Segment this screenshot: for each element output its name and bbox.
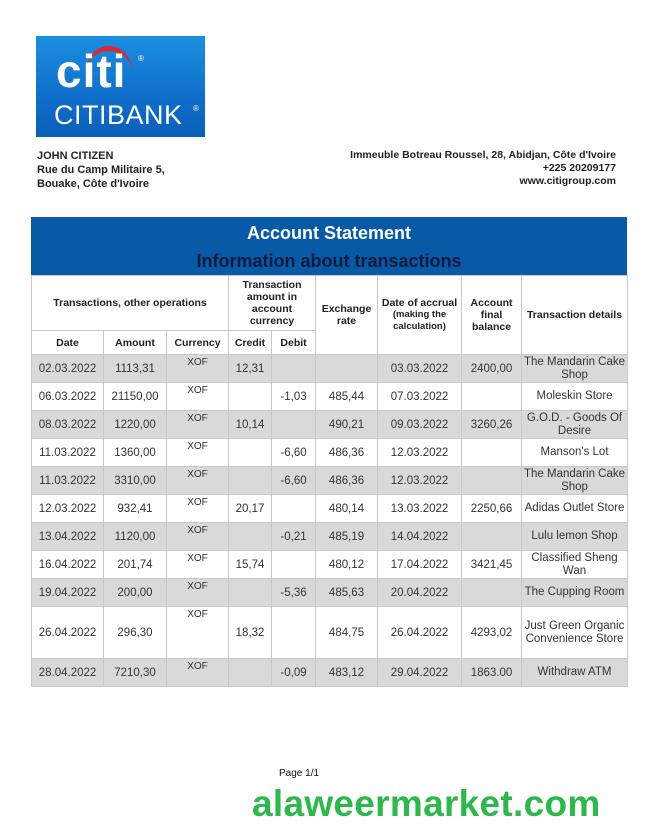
cell-accrual-date: 07.03.2022	[378, 383, 462, 411]
registered-mark: ®	[138, 54, 144, 63]
citibank-logo	[36, 36, 205, 137]
cell-date: 11.03.2022	[32, 467, 104, 495]
cell-balance: 2250,66	[462, 495, 522, 523]
cell-balance	[462, 579, 522, 607]
cell-accrual-date: 13.03.2022	[378, 495, 462, 523]
table-row	[32, 607, 628, 659]
cell-exchange-rate: 485,63	[316, 579, 378, 607]
watermark: alaweermarket.com	[252, 783, 601, 824]
table-row	[32, 495, 628, 523]
cell-credit	[229, 579, 272, 607]
header-final-balance: Account final balance	[462, 276, 522, 355]
cell-credit	[229, 383, 272, 411]
cell-balance: 3421,45	[462, 551, 522, 579]
header-amount: Amount	[104, 331, 167, 355]
cell-amount: 1113,31	[104, 355, 167, 383]
cell-amount: 932,41	[104, 495, 167, 523]
cell-credit	[229, 659, 272, 687]
page-number: Page 1/1	[279, 768, 320, 779]
header-date-of-accrual-label: Date of accrual	[381, 297, 458, 309]
table-row	[32, 411, 628, 439]
branch-address	[350, 149, 616, 188]
header-date: Date	[32, 331, 104, 355]
cell-debit: -1,03	[272, 383, 316, 411]
customer-address	[37, 149, 165, 191]
cell-date: 19.04.2022	[32, 579, 104, 607]
logo-word: citi	[56, 45, 127, 97]
cell-accrual-date: 12.03.2022	[378, 439, 462, 467]
cell-exchange-rate: 485,19	[316, 523, 378, 551]
branch-phone: +225 20209177	[542, 162, 616, 174]
table-row	[32, 383, 628, 411]
branch-website: www.citigroup.com	[519, 175, 616, 187]
cell-debit	[272, 495, 316, 523]
branch-street: Immeuble Botreau Roussel, 28, Abidjan, Côte d'Ivoire	[350, 149, 616, 161]
cell-credit: 15,74	[229, 551, 272, 579]
cell-amount: 200,00	[104, 579, 167, 607]
cell-currency: XOF	[167, 579, 229, 607]
cell-accrual-date: 12.03.2022	[378, 467, 462, 495]
cell-date: 16.04.2022	[32, 551, 104, 579]
cell-exchange-rate: 490,21	[316, 411, 378, 439]
cell-exchange-rate: 486,36	[316, 439, 378, 467]
cell-details: Moleskin Store	[522, 383, 628, 411]
cell-debit: -6,60	[272, 439, 316, 467]
registered-mark: ®	[193, 104, 199, 113]
cell-debit: -5,36	[272, 579, 316, 607]
cell-details: Lulu lemon Shop	[522, 523, 628, 551]
cell-amount: 1120,00	[104, 523, 167, 551]
cell-details: G.O.D. - Goods Of Desire	[522, 411, 628, 439]
cell-date: 02.03.2022	[32, 355, 104, 383]
cell-debit	[272, 607, 316, 659]
cell-date: 13.04.2022	[32, 523, 104, 551]
cell-currency: XOF	[167, 551, 229, 579]
cell-balance	[462, 523, 522, 551]
cell-accrual-date: 09.03.2022	[378, 411, 462, 439]
cell-currency: XOF	[167, 411, 229, 439]
cell-accrual-date: 14.04.2022	[378, 523, 462, 551]
cell-balance: 1863.00	[462, 659, 522, 687]
cell-details: The Mandarin Cake Shop	[522, 355, 628, 383]
cell-credit	[229, 439, 272, 467]
transactions-table	[31, 275, 628, 687]
cell-debit: -6,60	[272, 467, 316, 495]
header-debit: Debit	[272, 331, 316, 355]
cell-details: Withdraw ATM	[522, 659, 628, 687]
cell-credit: 12,31	[229, 355, 272, 383]
cell-currency: XOF	[167, 467, 229, 495]
cell-credit: 20,17	[229, 495, 272, 523]
cell-amount: 1360,00	[104, 439, 167, 467]
cell-debit	[272, 355, 316, 383]
table-row	[32, 439, 628, 467]
cell-details: The Cupping Room	[522, 579, 628, 607]
cell-balance	[462, 383, 522, 411]
cell-debit: -0,09	[272, 659, 316, 687]
customer-address-line1: Rue du Camp Militaire 5,	[37, 164, 165, 176]
cell-credit	[229, 467, 272, 495]
cell-amount: 21150,00	[104, 383, 167, 411]
cell-exchange-rate: 480,12	[316, 551, 378, 579]
cell-exchange-rate: 484,75	[316, 607, 378, 659]
cell-amount: 296,30	[104, 607, 167, 659]
table-row	[32, 579, 628, 607]
cell-balance: 4293,02	[462, 607, 522, 659]
customer-address-line2: Bouake, Côte d'Ivoire	[37, 178, 150, 190]
cell-exchange-rate: 483,12	[316, 659, 378, 687]
cell-currency: XOF	[167, 523, 229, 551]
cell-debit: -0,21	[272, 523, 316, 551]
cell-exchange-rate: 485,44	[316, 383, 378, 411]
cell-currency: XOF	[167, 659, 229, 687]
cell-exchange-rate: 486,36	[316, 467, 378, 495]
table-row	[32, 467, 628, 495]
cell-currency: XOF	[167, 495, 229, 523]
statement-title: Account Statement	[246, 223, 412, 243]
header-credit: Credit	[229, 331, 272, 355]
cell-details: The Mandarin Cake Shop	[522, 467, 628, 495]
transactions-body	[32, 355, 628, 687]
cell-amount: 7210,30	[104, 659, 167, 687]
cell-exchange-rate	[316, 355, 378, 383]
statement-banner	[31, 217, 627, 275]
cell-details: Classified Sheng Wan	[522, 551, 628, 579]
table-row	[32, 355, 628, 383]
table-row	[32, 551, 628, 579]
cell-debit	[272, 411, 316, 439]
cell-currency: XOF	[167, 383, 229, 411]
statement-subtitle: Information about transactions	[196, 251, 462, 271]
cell-details: Adidas Outlet Store	[522, 495, 628, 523]
header-details: Transaction details	[522, 276, 628, 355]
header-exchange-rate: Exchange rate	[316, 276, 378, 355]
table-row	[32, 659, 628, 687]
cell-amount: 201,74	[104, 551, 167, 579]
cell-date: 06.03.2022	[32, 383, 104, 411]
cell-accrual-date: 20.04.2022	[378, 579, 462, 607]
cell-currency: XOF	[167, 439, 229, 467]
customer-name: JOHN CITIZEN	[37, 150, 114, 162]
cell-date: 26.04.2022	[32, 607, 104, 659]
cell-accrual-date: 17.04.2022	[378, 551, 462, 579]
cell-exchange-rate: 480,14	[316, 495, 378, 523]
logo-name: CITIBANK	[54, 100, 183, 130]
cell-details: Manson's Lot	[522, 439, 628, 467]
table-row	[32, 523, 628, 551]
cell-credit	[229, 523, 272, 551]
cell-currency: XOF	[167, 355, 229, 383]
cell-debit	[272, 551, 316, 579]
cell-date: 12.03.2022	[32, 495, 104, 523]
cell-currency: XOF	[167, 607, 229, 659]
cell-accrual-date: 29.04.2022	[378, 659, 462, 687]
header-amount-in-currency: Transaction amount in account currency	[229, 276, 316, 331]
cell-date: 11.03.2022	[32, 439, 104, 467]
cell-amount: 1220,00	[104, 411, 167, 439]
cell-balance	[462, 439, 522, 467]
cell-balance: 2400,00	[462, 355, 522, 383]
cell-balance	[462, 467, 522, 495]
cell-accrual-date: 03.03.2022	[378, 355, 462, 383]
cell-accrual-date: 26.04.2022	[378, 607, 462, 659]
header-date-of-accrual	[378, 276, 462, 355]
cell-credit: 18,32	[229, 607, 272, 659]
cell-date: 28.04.2022	[32, 659, 104, 687]
header-transactions: Transactions, other operations	[32, 276, 229, 331]
cell-balance: 3260,26	[462, 411, 522, 439]
cell-date: 08.03.2022	[32, 411, 104, 439]
header-currency: Currency	[167, 331, 229, 355]
cell-details: Just Green Organic Convenience Store	[522, 607, 628, 659]
header-date-of-accrual-note: (making the calculation)	[392, 309, 447, 332]
cell-credit: 10,14	[229, 411, 272, 439]
cell-amount: 3310,00	[104, 467, 167, 495]
